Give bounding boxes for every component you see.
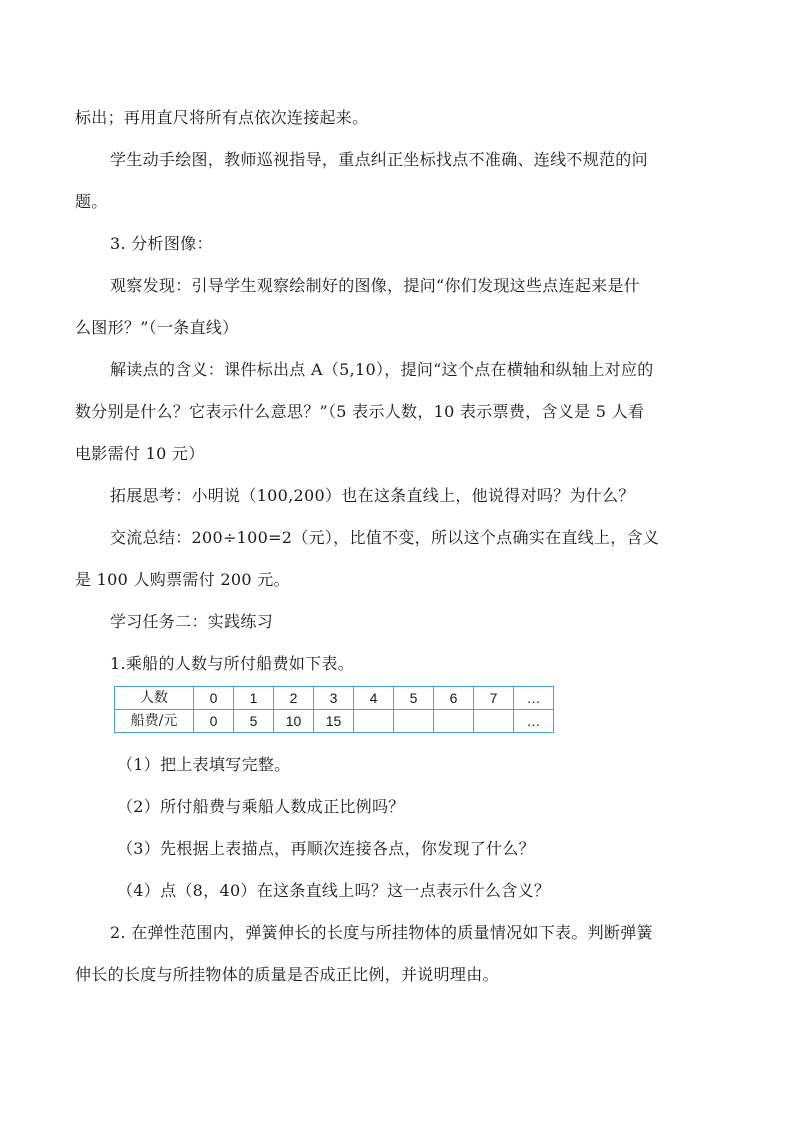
table-cell: … [514,687,554,710]
table-cell: 0 [194,710,234,733]
table-row-label: 船费/元 [115,710,194,733]
question-line: （2）所付船费与乘船人数成正比例吗？ [117,797,405,816]
table-cell: 5 [234,710,274,733]
table-cell: 6 [434,687,474,710]
question-line: （1）把上表填写完整。 [117,755,291,774]
table-cell: 4 [354,687,394,710]
exercise-title: 1.乘船的人数与所付船费如下表。 [110,654,355,673]
table-row [115,710,554,733]
table-cell-empty [474,710,514,733]
section-heading: 学习任务二：实践练习 [110,612,274,631]
paragraph-line: 电影需付 10 元） [75,444,205,463]
section-heading: 3. 分析图像： [110,234,213,253]
table-cell: 15 [314,710,354,733]
paragraph-line: 伸长的长度与所挂物体的质量是否成正比例，并说明理由。 [75,965,499,984]
table-cell: 1 [234,687,274,710]
table-cell: 2 [274,687,314,710]
paragraph-line: 题。 [75,192,108,211]
table-row [115,687,554,710]
table-cell: 5 [394,687,434,710]
table-cell: 0 [194,687,234,710]
paragraph-line: 是 100 人购票需付 200 元。 [75,570,290,589]
paragraph-line: 么图形？”（一条直线） [75,318,239,337]
table-cell: 7 [474,687,514,710]
table-row-label: 人数 [115,687,194,710]
table-cell: 3 [314,687,354,710]
table-cell-empty [354,710,394,733]
paragraph-line: 数分别是什么？它表示什么意思？”（5 表示人数，10 表示票费，含义是 5 人看 [75,402,645,421]
ferry-fare-table [114,686,554,733]
table-cell-empty [434,710,474,733]
table-cell-empty [394,710,434,733]
exercise-title: 2. 在弹性范围内，弹簧伸长的长度与所挂物体的质量情况如下表。判断弹簧 [110,923,653,942]
paragraph-line: 解读点的含义：课件标出点 A（5,10），提问“这个点在横轴和纵轴上对应的 [110,360,654,379]
paragraph-line: 学生动手绘图，教师巡视指导，重点纠正坐标找点不准确、连线不规范的问 [110,150,648,169]
paragraph-line: 拓展思考：小明说（100,200）也在这条直线上，他说得对吗？为什么？ [110,486,635,505]
table-cell: … [514,710,554,733]
paragraph-line: 观察发现：引导学生观察绘制好的图像，提问“你们发现这些点连起来是什 [110,276,641,295]
question-line: （4）点（8，40）在这条直线上吗？这一点表示什么含义？ [117,881,551,900]
paragraph-line: 交流总结：200÷100=2（元），比值不变，所以这个点确实在直线上，含义 [110,528,660,547]
question-line: （3）先根据上表描点，再顺次连接各点，你发现了什么？ [117,839,535,858]
table-cell: 10 [274,710,314,733]
paragraph-line: 标出；再用直尺将所有点依次连接起来。 [75,108,369,127]
